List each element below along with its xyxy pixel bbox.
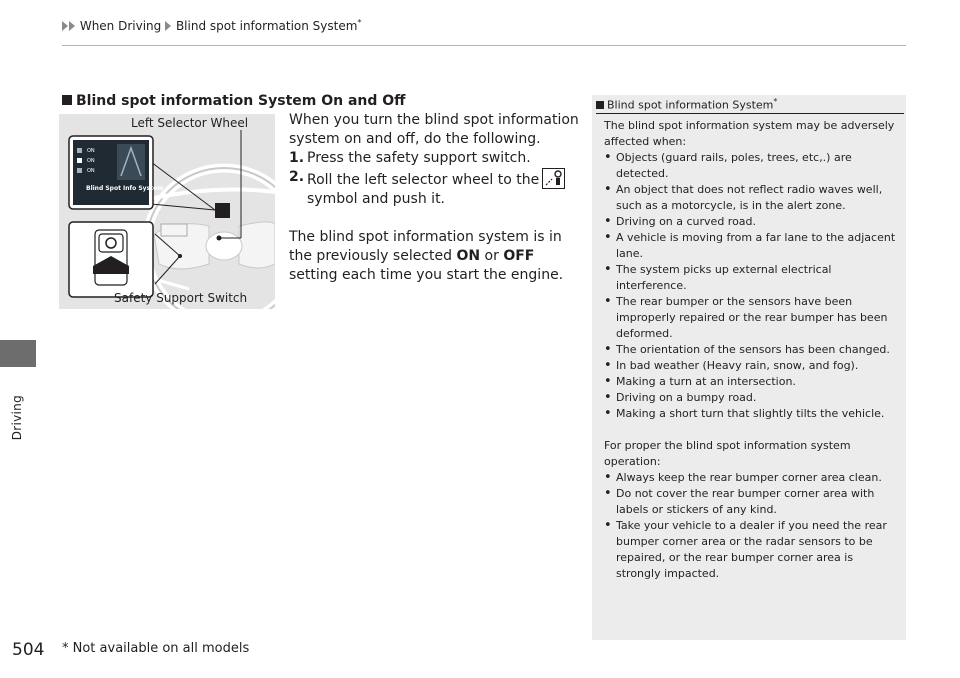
dashboard-illustration — [59, 114, 275, 309]
screen-title: Blind Spot Info System — [86, 185, 164, 192]
maintenance-list — [604, 470, 900, 582]
note-paragraph: For proper the blind spot information system operation: — [604, 439, 851, 468]
footnote-marker: * — [357, 18, 362, 27]
list-item: • Objects (guard rails, poles, trees, etc,.) are detected. — [604, 150, 900, 182]
list-item: • Making a turn at an intersection. — [604, 374, 900, 390]
conditions-list — [604, 150, 900, 422]
section-heading — [62, 93, 406, 109]
para-text: setting each time you start the engine. — [289, 267, 564, 283]
list-item: • An object that does not reflect radio waves well, such as a motorcycle, is in the alert zone. — [604, 182, 900, 214]
step-number: 2. — [289, 169, 305, 185]
list-item: • Always keep the rear bumper corner area clean. — [604, 470, 900, 486]
label-safety-support-switch: Safety Support Switch — [114, 291, 248, 305]
step-text-after: symbol and push it. — [307, 191, 446, 207]
breadcrumb-when-driving[interactable]: When Driving — [79, 19, 162, 33]
screen-item: ON — [87, 168, 95, 174]
chapter-label: Driving — [10, 395, 24, 441]
list-item: • The system picks up external electrical interference. — [604, 262, 900, 294]
step-text-before: Roll the left selector wheel to the — [307, 172, 540, 188]
breadcrumb-blind-spot[interactable]: Blind spot information System — [175, 19, 358, 33]
step-1 — [289, 149, 579, 168]
footnote: * Not available on all models — [62, 641, 250, 656]
note-title-divider — [596, 113, 904, 114]
step-number: 1. — [289, 150, 305, 166]
list-item: • A vehicle is moving from a far lane to the adjacent lane. — [604, 230, 900, 262]
screen-item: ON — [87, 158, 95, 164]
note-title-text: Blind spot information System — [607, 98, 774, 112]
list-item: • Do not cover the rear bumper corner area with labels or stickers of any kind. — [604, 486, 900, 518]
on-label: ON — [456, 248, 481, 264]
list-item: • The rear bumper or the sensors have been improperly repaired or the rear bumper has been deformed. — [604, 294, 900, 342]
list-item: • The orientation of the sensors has been changed. — [604, 342, 900, 358]
step-text: Press the safety support switch. — [307, 150, 531, 166]
breadcrumb — [62, 18, 361, 33]
steering-wheel-figure — [59, 114, 275, 309]
arrow-icon — [62, 21, 68, 31]
chapter-tab — [0, 340, 36, 367]
list-item: • Driving on a curved road. — [604, 214, 900, 230]
blind-spot-symbol-icon — [542, 168, 565, 189]
note-title — [596, 97, 777, 112]
intro-paragraph: When you turn the blind spot information system on and off, do the following. — [289, 112, 579, 147]
footnote-marker: * — [773, 97, 778, 106]
step-text — [307, 168, 565, 209]
page-number: 504 — [12, 640, 45, 660]
list-item: • Take your vehicle to a dealer if you need the rear bumper corner area or the radar sensors to be repaired, or the rear bumper corner area is strongly impacted. — [604, 518, 900, 582]
screen-item: ON — [87, 148, 95, 154]
heading-square-icon — [62, 95, 72, 105]
arrow-icon — [165, 21, 171, 31]
header-divider — [62, 45, 906, 46]
section-heading-text: Blind spot information System On and Off — [76, 93, 406, 109]
instructions — [289, 111, 579, 285]
step-2 — [289, 168, 579, 209]
para-text: The blind spot information system is in the previously selected — [289, 229, 562, 264]
note-intro: The blind spot information system may be adversely affected when: — [604, 119, 895, 148]
note-icon — [596, 101, 604, 109]
or-text: or — [480, 248, 504, 264]
arrow-icon — [69, 21, 75, 31]
list-item: • Making a short turn that slightly tilts the vehicle. — [604, 406, 900, 422]
off-label: OFF — [503, 248, 535, 264]
status-paragraph — [289, 228, 579, 285]
list-item: • Driving on a bumpy road. — [604, 390, 900, 406]
note-body — [604, 118, 900, 582]
list-item: • In bad weather (Heavy rain, snow, and fog). — [604, 358, 900, 374]
label-left-selector-wheel: Left Selector Wheel — [131, 116, 249, 130]
